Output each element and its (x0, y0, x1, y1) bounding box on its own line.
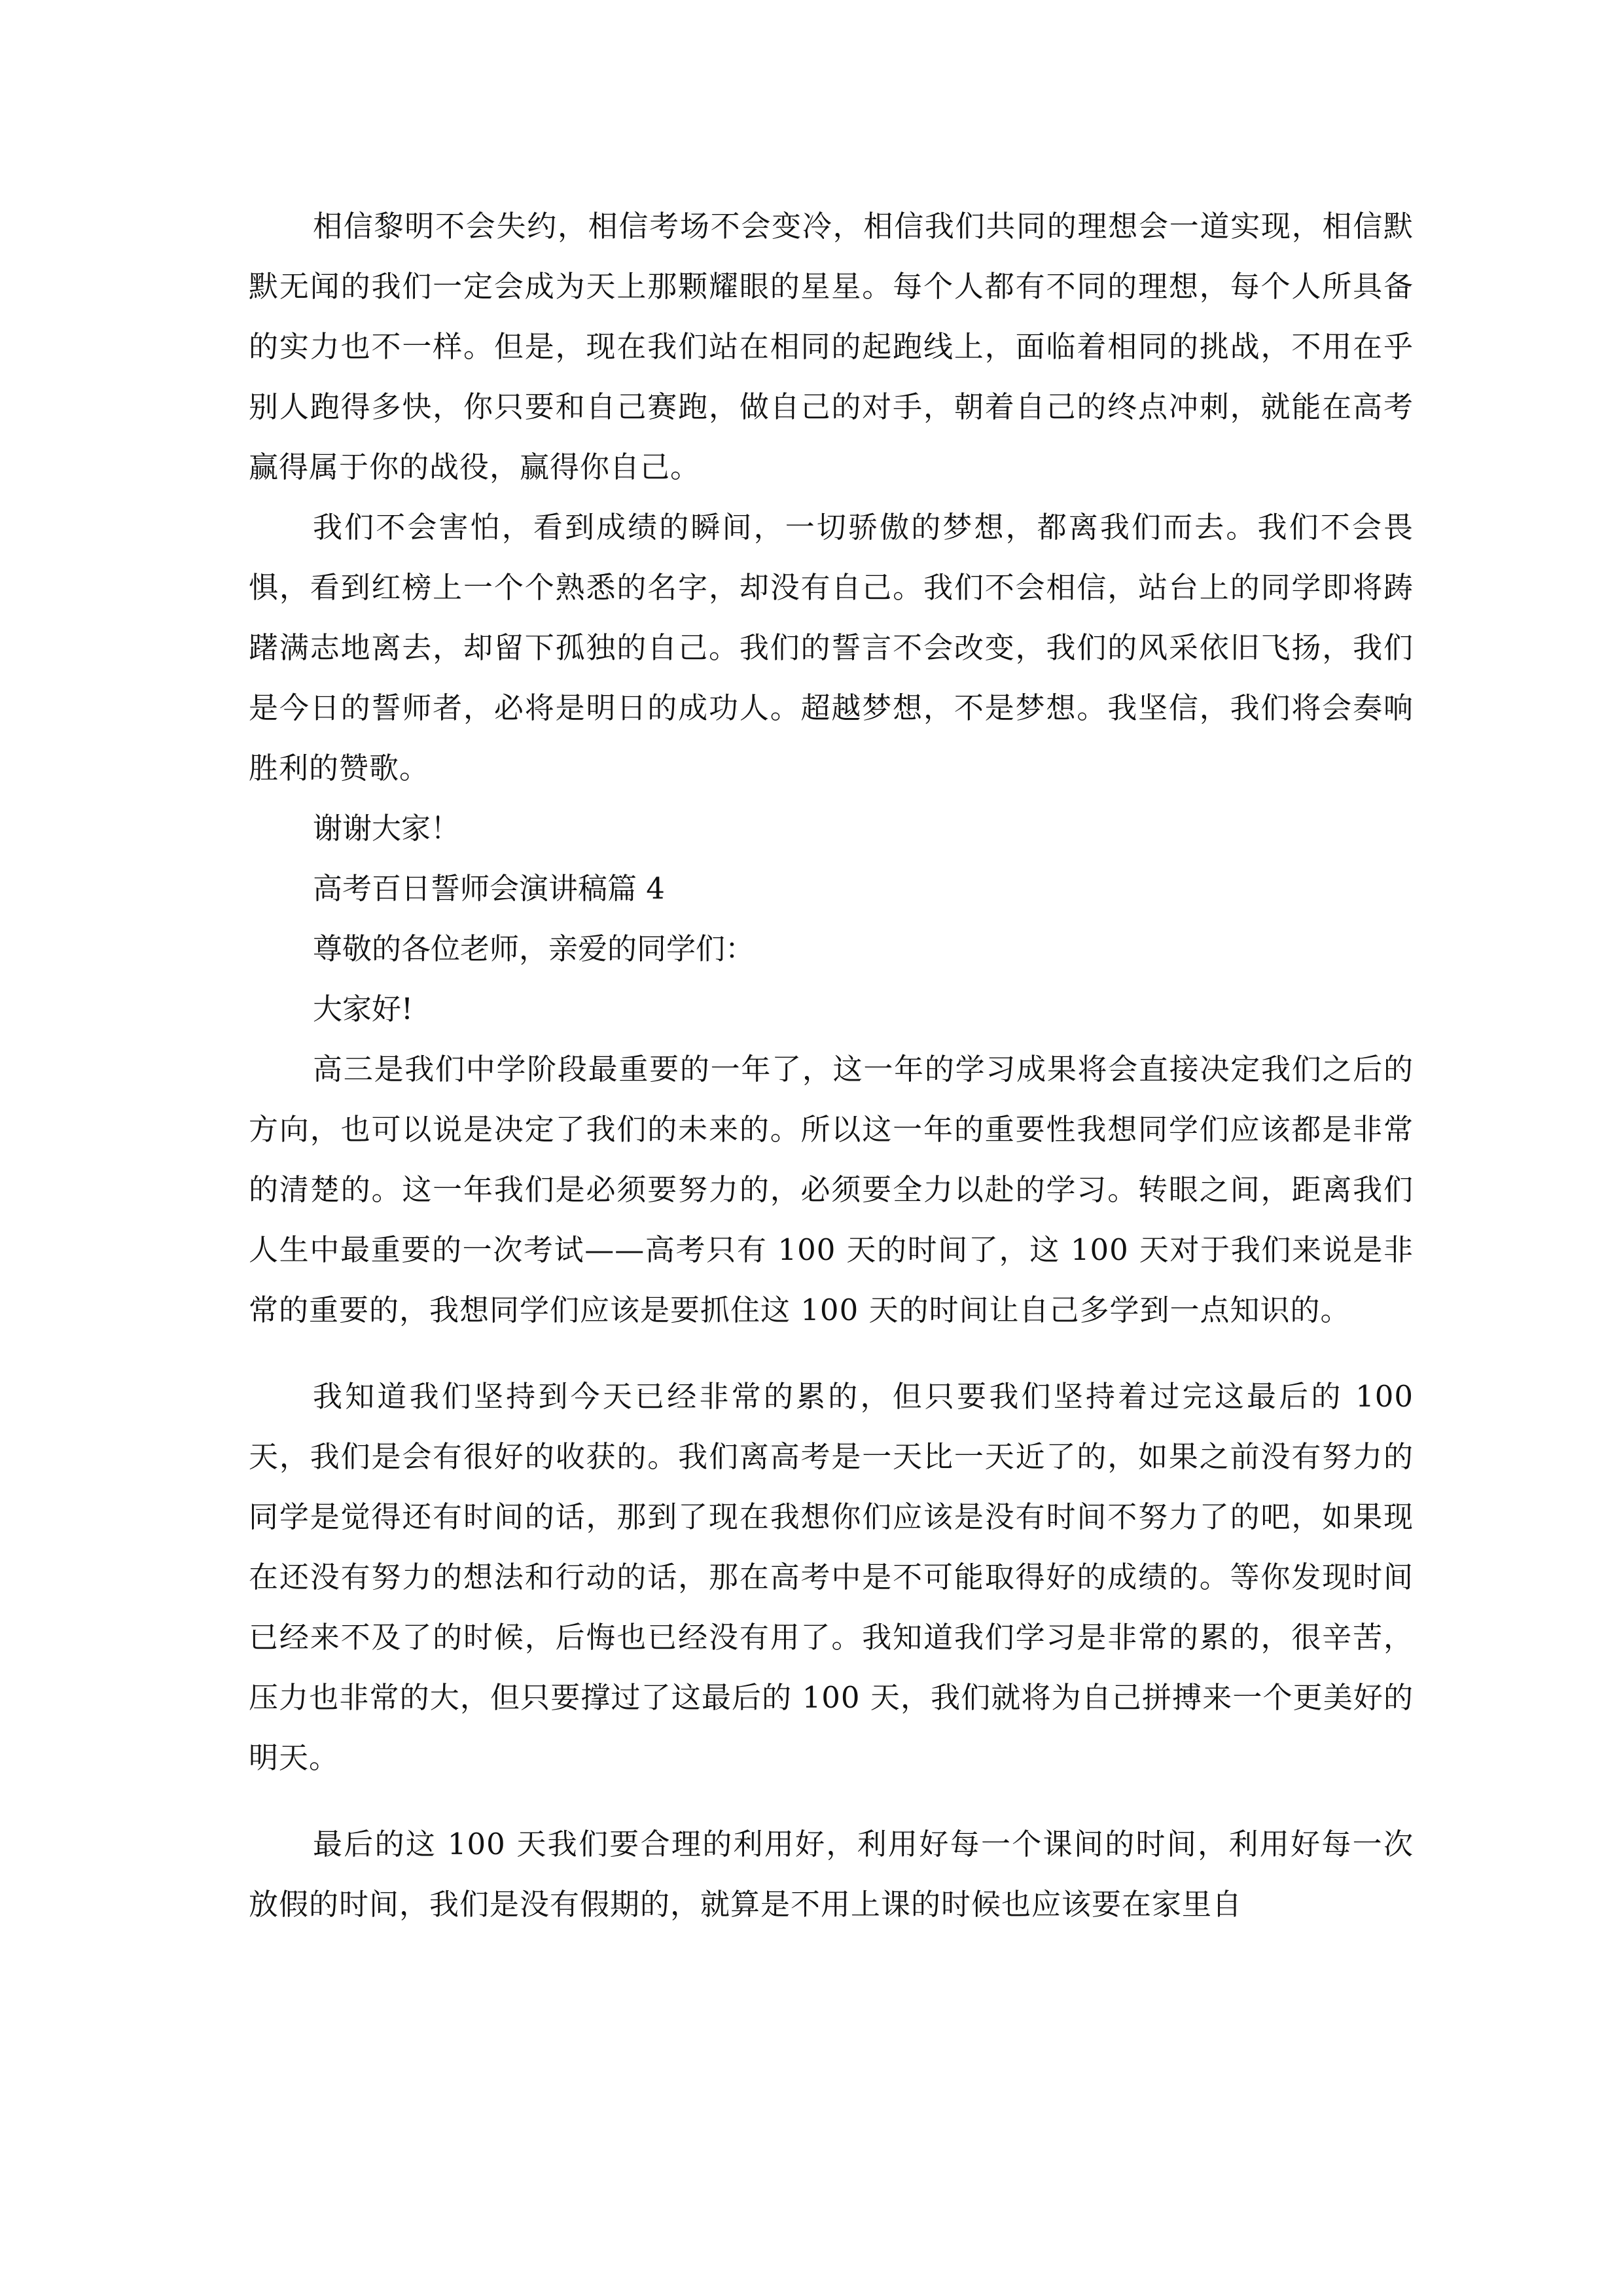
paragraph-last-100-days: 最后的这 100 天我们要合理的利用好，利用好每一个课间的时间，利用好每一次放假的时间，我们是没有假期的，就算是不用上课的时候也应该要在家里自 (249, 1827, 1414, 1922)
thanks-line: 谢谢大家！ (313, 811, 461, 846)
salutation: 尊敬的各位老师，亲爱的同学们： (313, 931, 755, 966)
paragraph-persist: 我知道我们坚持到今天已经非常的累的，但只要我们坚持着过完这最后的 100 天，我们是会有很好的收获的。我们离高考是一天比一天近了的，如果之前没有努力的同学是觉得还有时间的话，那到了现在我想你们应该是没有时间不努力了的吧，如果现在还没有努力的想法和行动的话，那在高考中是不可能取得好的成绩的。等你发现时间已经来不及了的时候，后悔也已经没有用了。我知道我们学习是非常的累的，很辛苦，压力也非常的大，但只要撑过了这最后的 100 天，我们就将为自己拼搏来一个更美好的明天。 (249, 1379, 1414, 1775)
paragraph-dawn: 相信黎明不会失约，相信考场不会变冷，相信我们共同的理想会一道实现，相信默默无闻的我们一定会成为天上那颗耀眼的星星。每个人都有不同的理想，每个人所具备的实力也不一样。但是，现在我们站在相同的起跑线上，面临着相同的挑战，不用在乎别人跑得多快，你只要和自己赛跑，做自己的对手，朝着自己的终点冲刺，就能在高考赢得属于你的战役，赢得你自己。 (249, 209, 1414, 484)
paragraph-not-afraid: 我们不会害怕，看到成绩的瞬间，一切骄傲的梦想，都离我们而去。我们不会畏惧，看到红榜上一个个熟悉的名字，却没有自己。我们不会相信，站台上的同学即将踌躇满志地离去，却留下孤独的自己。我们的誓言不会改变，我们的风采依旧飞扬，我们是今日的誓师者，必将是明日的成功人。超越梦想，不是梦想。我坚信，我们将会奏响胜利的赞歌。 (249, 510, 1414, 785)
speech-title: 高考百日誓师会演讲稿篇 4 (313, 871, 665, 906)
greeting: 大家好! (313, 992, 414, 1026)
document-page (249, 196, 1414, 1935)
paragraph-senior-year: 高三是我们中学阶段最重要的一年了，这一年的学习成果将会直接决定我们之后的方向，也可以说是决定了我们的未来的。所以这一年的重要性我想同学们应该都是非常的清楚的。这一年我们是必须要努力的，必须要全力以赴的学习。转眼之间，距离我们人生中最重要的一次考试——高考只有 100 天的时间了，这 100 天对于我们来说是非常的重要的，我想同学们应该是要抓住这 100 天的时间让自己多学到一点知识的。 (249, 1052, 1414, 1327)
